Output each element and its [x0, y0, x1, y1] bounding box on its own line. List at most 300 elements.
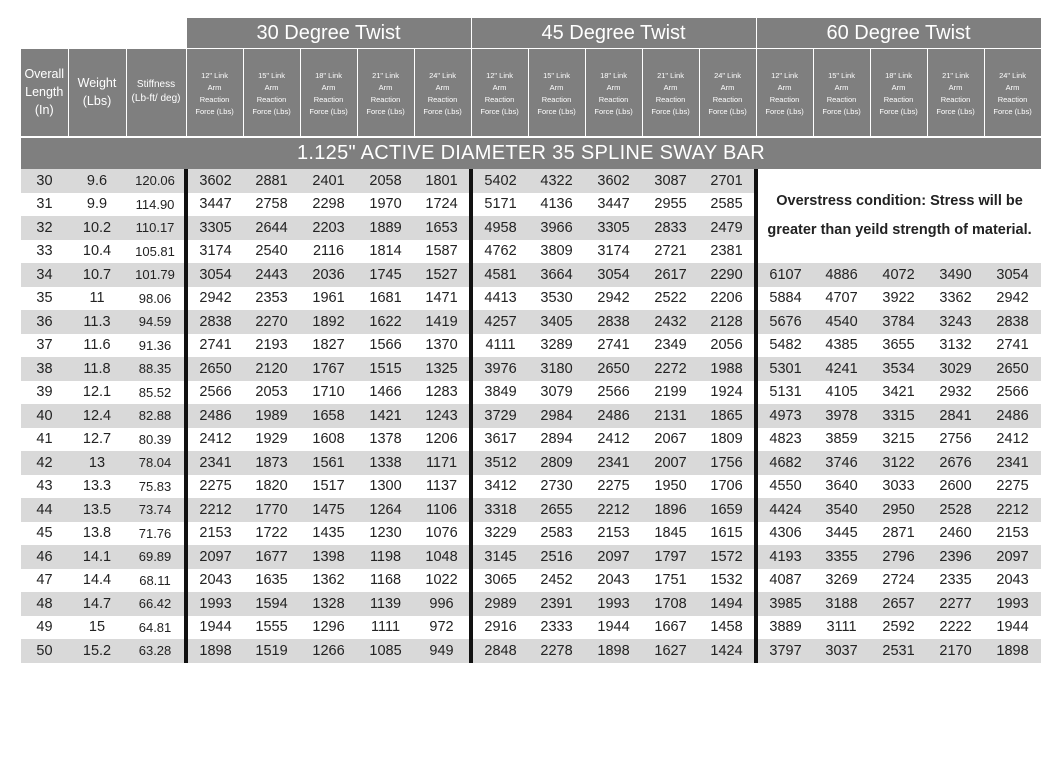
length-cell: 44	[21, 498, 68, 522]
force-45-cell: 1845	[642, 522, 699, 546]
force-30-cell: 1328	[300, 592, 357, 616]
force-30-cell: 2120	[243, 357, 300, 381]
table-row	[21, 404, 1041, 428]
force-header-60-4-line: Reaction	[940, 94, 971, 104]
force-30-cell: 2058	[357, 169, 414, 193]
force-30-cell: 1944	[186, 616, 243, 640]
force-60-cell: 3889	[756, 616, 813, 640]
force-header-60-3	[870, 49, 927, 138]
force-header-45-3-line: Arm	[606, 82, 621, 92]
overstress-note: Overstress condition: Stress will be greater than yeild strength of material.	[756, 169, 1041, 263]
force-45-cell: 2349	[642, 334, 699, 358]
sway-bar-spec-sheet	[21, 17, 1035, 663]
force-30-cell: 2443	[243, 263, 300, 287]
weight-header-line: (Lbs)	[82, 94, 112, 109]
force-30-cell: 2838	[186, 310, 243, 334]
force-45-cell: 2522	[642, 287, 699, 311]
force-header-30-5-line: Reaction	[427, 94, 458, 104]
weight-cell: 10.2	[68, 216, 126, 240]
force-45-cell: 1865	[699, 404, 756, 428]
force-60-cell: 5676	[756, 310, 813, 334]
force-60-cell: 2222	[927, 616, 984, 640]
force-45-cell: 2199	[642, 381, 699, 405]
force-45-cell: 2566	[585, 381, 642, 405]
table-row	[21, 639, 1041, 663]
force-60-cell: 4385	[813, 334, 870, 358]
weight-cell: 15	[68, 616, 126, 640]
force-30-cell: 1658	[300, 404, 357, 428]
length-cell: 35	[21, 287, 68, 311]
force-30-cell: 1378	[357, 428, 414, 452]
sway-bar-force-table	[21, 17, 1042, 663]
force-45-cell: 3145	[471, 545, 528, 569]
weight-cell: 10.7	[68, 263, 126, 287]
force-30-cell: 1171	[414, 451, 471, 475]
stiffness-cell: 114.90	[126, 193, 186, 217]
force-60-cell: 1993	[984, 592, 1041, 616]
force-45-cell: 3849	[471, 381, 528, 405]
force-30-cell: 1137	[414, 475, 471, 499]
force-45-cell: 5171	[471, 193, 528, 217]
weight-cell: 11	[68, 287, 126, 311]
force-45-cell: 1797	[642, 545, 699, 569]
twist-45-header: 45 Degree Twist	[471, 18, 756, 49]
twist-30-header: 30 Degree Twist	[186, 18, 471, 49]
table-body	[21, 169, 1041, 663]
force-30-cell: 1820	[243, 475, 300, 499]
force-60-cell: 3985	[756, 592, 813, 616]
force-60-cell: 3029	[927, 357, 984, 381]
force-60-cell: 2871	[870, 522, 927, 546]
force-header-30-5-line: 24" Link	[429, 70, 456, 80]
force-45-cell: 1751	[642, 569, 699, 593]
force-60-cell: 4973	[756, 404, 813, 428]
force-header-30-3-line: Reaction	[313, 94, 344, 104]
force-45-cell: 1667	[642, 616, 699, 640]
stiffness-cell: 73.74	[126, 498, 186, 522]
force-45-cell: 4111	[471, 334, 528, 358]
force-header-30-5-line: Arm	[435, 82, 450, 92]
force-30-cell: 949	[414, 639, 471, 663]
force-30-cell: 3174	[186, 240, 243, 264]
force-60-cell: 2212	[984, 498, 1041, 522]
force-45-cell: 3617	[471, 428, 528, 452]
force-30-cell: 3602	[186, 169, 243, 193]
weight-cell: 13.3	[68, 475, 126, 499]
twist-header-row	[21, 18, 1041, 49]
table-row	[21, 592, 1041, 616]
force-60-cell: 2741	[984, 334, 1041, 358]
force-45-cell: 3054	[585, 263, 642, 287]
force-30-cell: 1206	[414, 428, 471, 452]
force-header-30-4-line: 21" Link	[372, 70, 399, 80]
overall-length-header-line: Overall	[24, 67, 65, 82]
force-header-30-1-line: 12" Link	[201, 70, 228, 80]
length-cell: 31	[21, 193, 68, 217]
force-header-45-1-line: 12" Link	[486, 70, 513, 80]
force-60-cell: 3243	[927, 310, 984, 334]
force-header-60-5-line: Force (Lbs)	[993, 106, 1032, 116]
stiffness-cell: 66.42	[126, 592, 186, 616]
force-45-cell: 3809	[528, 240, 585, 264]
stiffness-cell: 82.88	[126, 404, 186, 428]
force-45-cell: 2583	[528, 522, 585, 546]
force-30-cell: 2203	[300, 216, 357, 240]
force-45-cell: 2097	[585, 545, 642, 569]
force-header-45-4-line: Reaction	[655, 94, 686, 104]
force-30-cell: 1338	[357, 451, 414, 475]
force-30-cell: 2881	[243, 169, 300, 193]
force-30-cell: 1898	[186, 639, 243, 663]
force-30-cell: 1264	[357, 498, 414, 522]
force-45-cell: 2275	[585, 475, 642, 499]
table-row	[21, 357, 1041, 381]
force-header-60-1	[756, 49, 813, 138]
table-row	[21, 545, 1041, 569]
force-45-cell: 1988	[699, 357, 756, 381]
force-60-cell: 3054	[984, 263, 1041, 287]
stiffness-cell: 101.79	[126, 263, 186, 287]
force-header-60-2-line: 15" Link	[828, 70, 855, 80]
force-60-cell: 2950	[870, 498, 927, 522]
force-60-cell: 2486	[984, 404, 1041, 428]
force-45-cell: 2432	[642, 310, 699, 334]
force-45-cell: 1756	[699, 451, 756, 475]
force-60-cell: 2097	[984, 545, 1041, 569]
stiffness-cell: 63.28	[126, 639, 186, 663]
weight-cell: 11.8	[68, 357, 126, 381]
force-45-cell: 1572	[699, 545, 756, 569]
force-header-45-5-line: Reaction	[712, 94, 743, 104]
force-header-60-4	[927, 49, 984, 138]
force-header-30-1	[186, 49, 243, 138]
force-30-cell: 1435	[300, 522, 357, 546]
force-header-60-1-line: Reaction	[769, 94, 800, 104]
stiffness-cell: 88.35	[126, 357, 186, 381]
force-60-cell: 2676	[927, 451, 984, 475]
force-45-cell: 2617	[642, 263, 699, 287]
force-30-cell: 1970	[357, 193, 414, 217]
weight-cell: 11.3	[68, 310, 126, 334]
weight-header	[68, 49, 126, 138]
stiffness-header-line: (Lb-ft/ deg)	[131, 93, 181, 105]
force-60-cell: 2153	[984, 522, 1041, 546]
force-45-cell: 1809	[699, 428, 756, 452]
stiffness-cell: 98.06	[126, 287, 186, 311]
force-45-cell: 4413	[471, 287, 528, 311]
weight-cell: 13	[68, 451, 126, 475]
force-30-cell: 1724	[414, 193, 471, 217]
force-60-cell: 2600	[927, 475, 984, 499]
force-45-cell: 3229	[471, 522, 528, 546]
force-45-cell: 2278	[528, 639, 585, 663]
stiffness-cell: 78.04	[126, 451, 186, 475]
stiffness-cell: 80.39	[126, 428, 186, 452]
force-header-30-4-line: Force (Lbs)	[366, 106, 405, 116]
force-45-cell: 1950	[642, 475, 699, 499]
table-title: 1.125" ACTIVE DIAMETER 35 SPLINE SWAY BAR	[21, 137, 1041, 169]
force-45-cell: 1898	[585, 639, 642, 663]
force-30-cell: 1827	[300, 334, 357, 358]
force-30-cell: 2412	[186, 428, 243, 452]
force-30-cell: 1608	[300, 428, 357, 452]
force-45-cell: 3405	[528, 310, 585, 334]
length-cell: 46	[21, 545, 68, 569]
force-header-60-3-line: Arm	[891, 82, 906, 92]
force-header-30-3-line: Arm	[321, 82, 336, 92]
force-60-cell: 3111	[813, 616, 870, 640]
force-45-cell: 2479	[699, 216, 756, 240]
table-row	[21, 334, 1041, 358]
force-60-cell: 2528	[927, 498, 984, 522]
force-30-cell: 3054	[186, 263, 243, 287]
length-cell: 36	[21, 310, 68, 334]
force-30-cell: 2116	[300, 240, 357, 264]
force-header-60-2-line: Arm	[834, 82, 849, 92]
force-header-45-5-line: Arm	[720, 82, 735, 92]
force-45-cell: 1424	[699, 639, 756, 663]
force-45-cell: 4958	[471, 216, 528, 240]
table-row	[21, 475, 1041, 499]
force-header-45-5	[699, 49, 756, 138]
length-cell: 40	[21, 404, 68, 428]
force-45-cell: 1706	[699, 475, 756, 499]
force-60-cell: 3746	[813, 451, 870, 475]
table-row	[21, 310, 1041, 334]
force-30-cell: 1419	[414, 310, 471, 334]
force-60-cell: 3355	[813, 545, 870, 569]
weight-cell: 12.7	[68, 428, 126, 452]
force-30-cell: 2942	[186, 287, 243, 311]
force-45-cell: 4136	[528, 193, 585, 217]
force-30-cell: 2566	[186, 381, 243, 405]
force-30-cell: 1022	[414, 569, 471, 593]
force-60-cell: 3640	[813, 475, 870, 499]
force-30-cell: 2036	[300, 263, 357, 287]
force-60-cell: 4072	[870, 263, 927, 287]
force-45-cell: 2128	[699, 310, 756, 334]
force-header-45-1-line: Reaction	[484, 94, 515, 104]
force-60-cell: 3655	[870, 334, 927, 358]
force-60-cell: 4886	[813, 263, 870, 287]
length-cell: 32	[21, 216, 68, 240]
force-45-cell: 3512	[471, 451, 528, 475]
force-60-cell: 1898	[984, 639, 1041, 663]
weight-cell: 12.1	[68, 381, 126, 405]
stiffness-cell: 75.83	[126, 475, 186, 499]
force-60-cell: 4105	[813, 381, 870, 405]
weight-cell: 13.8	[68, 522, 126, 546]
force-30-cell: 1398	[300, 545, 357, 569]
force-30-cell: 1681	[357, 287, 414, 311]
force-header-45-5-line: Force (Lbs)	[708, 106, 747, 116]
force-45-cell: 2650	[585, 357, 642, 381]
force-30-cell: 1745	[357, 263, 414, 287]
force-45-cell: 1708	[642, 592, 699, 616]
force-45-cell: 3602	[585, 169, 642, 193]
force-header-60-5	[984, 49, 1041, 138]
force-header-30-4	[357, 49, 414, 138]
force-45-cell: 2391	[528, 592, 585, 616]
force-45-cell: 1494	[699, 592, 756, 616]
force-30-cell: 1139	[357, 592, 414, 616]
length-cell: 50	[21, 639, 68, 663]
force-header-30-2-line: Force (Lbs)	[252, 106, 291, 116]
force-45-cell: 2848	[471, 639, 528, 663]
force-60-cell: 4823	[756, 428, 813, 452]
force-45-cell: 2585	[699, 193, 756, 217]
length-cell: 38	[21, 357, 68, 381]
force-45-cell: 1896	[642, 498, 699, 522]
force-45-cell: 3318	[471, 498, 528, 522]
force-30-cell: 1566	[357, 334, 414, 358]
force-header-30-1-line: Force (Lbs)	[195, 106, 234, 116]
force-45-cell: 2412	[585, 428, 642, 452]
force-45-cell: 5402	[471, 169, 528, 193]
force-45-cell: 3180	[528, 357, 585, 381]
force-header-45-4-line: Force (Lbs)	[651, 106, 690, 116]
force-45-cell: 2741	[585, 334, 642, 358]
force-30-cell: 1243	[414, 404, 471, 428]
force-60-cell: 3922	[870, 287, 927, 311]
force-30-cell: 2644	[243, 216, 300, 240]
force-60-cell: 3797	[756, 639, 813, 663]
force-30-cell: 2097	[186, 545, 243, 569]
force-60-cell: 2650	[984, 357, 1041, 381]
force-header-45-2-line: Force (Lbs)	[537, 106, 576, 116]
force-45-cell: 2516	[528, 545, 585, 569]
force-30-cell: 1325	[414, 357, 471, 381]
force-45-cell: 2206	[699, 287, 756, 311]
length-cell: 41	[21, 428, 68, 452]
force-30-cell: 1168	[357, 569, 414, 593]
force-60-cell: 4550	[756, 475, 813, 499]
force-60-cell: 3362	[927, 287, 984, 311]
force-30-cell: 1370	[414, 334, 471, 358]
force-45-cell: 1532	[699, 569, 756, 593]
force-30-cell: 1653	[414, 216, 471, 240]
force-45-cell: 3976	[471, 357, 528, 381]
length-cell: 33	[21, 240, 68, 264]
force-45-cell: 2212	[585, 498, 642, 522]
force-header-30-2	[243, 49, 300, 138]
force-60-cell: 1944	[984, 616, 1041, 640]
force-30-cell: 972	[414, 616, 471, 640]
force-60-cell: 3269	[813, 569, 870, 593]
force-45-cell: 4322	[528, 169, 585, 193]
force-header-60-1-line: 12" Link	[771, 70, 798, 80]
length-cell: 39	[21, 381, 68, 405]
force-header-45-1-line: Arm	[492, 82, 507, 92]
force-header-30-1-line: Arm	[207, 82, 222, 92]
force-45-cell: 4257	[471, 310, 528, 334]
force-45-cell: 3065	[471, 569, 528, 593]
force-30-cell: 1519	[243, 639, 300, 663]
force-header-60-1-line: Force (Lbs)	[765, 106, 804, 116]
force-30-cell: 2758	[243, 193, 300, 217]
overall-length-header-line: (In)	[34, 103, 54, 118]
stiffness-cell: 71.76	[126, 522, 186, 546]
force-60-cell: 2592	[870, 616, 927, 640]
force-30-cell: 1283	[414, 381, 471, 405]
force-60-cell: 3490	[927, 263, 984, 287]
stiffness-cell: 105.81	[126, 240, 186, 264]
force-header-45-2-line: Arm	[549, 82, 564, 92]
length-cell: 45	[21, 522, 68, 546]
force-60-cell: 2566	[984, 381, 1041, 405]
force-30-cell: 1814	[357, 240, 414, 264]
force-60-cell: 2335	[927, 569, 984, 593]
force-30-cell: 1300	[357, 475, 414, 499]
force-60-cell: 4087	[756, 569, 813, 593]
force-30-cell: 1362	[300, 569, 357, 593]
table-row	[21, 522, 1041, 546]
force-60-cell: 2277	[927, 592, 984, 616]
force-30-cell: 1993	[186, 592, 243, 616]
force-45-cell: 2272	[642, 357, 699, 381]
length-cell: 47	[21, 569, 68, 593]
force-45-cell: 3729	[471, 404, 528, 428]
force-60-cell: 2724	[870, 569, 927, 593]
force-header-45-4	[642, 49, 699, 138]
force-header-60-5-line: Arm	[1005, 82, 1020, 92]
force-30-cell: 2401	[300, 169, 357, 193]
force-60-cell: 2531	[870, 639, 927, 663]
force-30-cell: 1421	[357, 404, 414, 428]
force-45-cell: 2984	[528, 404, 585, 428]
length-cell: 49	[21, 616, 68, 640]
force-30-cell: 1466	[357, 381, 414, 405]
title-row	[21, 137, 1041, 169]
force-header-30-4-line: Arm	[378, 82, 393, 92]
force-60-cell: 4707	[813, 287, 870, 311]
weight-cell: 14.1	[68, 545, 126, 569]
force-60-cell: 4306	[756, 522, 813, 546]
force-60-cell: 3859	[813, 428, 870, 452]
overall-length-header	[21, 49, 68, 138]
force-30-cell: 1106	[414, 498, 471, 522]
force-30-cell: 2270	[243, 310, 300, 334]
weight-cell: 14.4	[68, 569, 126, 593]
force-30-cell: 1296	[300, 616, 357, 640]
force-60-cell: 3978	[813, 404, 870, 428]
force-30-cell: 2486	[186, 404, 243, 428]
force-30-cell: 3447	[186, 193, 243, 217]
force-45-cell: 2007	[642, 451, 699, 475]
force-header-60-5-line: Reaction	[997, 94, 1028, 104]
force-45-cell: 3530	[528, 287, 585, 311]
force-45-cell: 2838	[585, 310, 642, 334]
table-row	[21, 263, 1041, 287]
force-45-cell: 3447	[585, 193, 642, 217]
force-45-cell: 1615	[699, 522, 756, 546]
stiffness-cell: 69.89	[126, 545, 186, 569]
force-header-30-2-line: Arm	[264, 82, 279, 92]
weight-cell: 12.4	[68, 404, 126, 428]
force-header-45-3-line: 18" Link	[600, 70, 627, 80]
force-30-cell: 1767	[300, 357, 357, 381]
force-45-cell: 1993	[585, 592, 642, 616]
force-45-cell: 1924	[699, 381, 756, 405]
force-60-cell: 3122	[870, 451, 927, 475]
force-60-cell: 5301	[756, 357, 813, 381]
stiffness-cell: 85.52	[126, 381, 186, 405]
weight-cell: 9.9	[68, 193, 126, 217]
force-60-cell: 5131	[756, 381, 813, 405]
force-45-cell: 3087	[642, 169, 699, 193]
force-30-cell: 3305	[186, 216, 243, 240]
force-45-cell: 3664	[528, 263, 585, 287]
